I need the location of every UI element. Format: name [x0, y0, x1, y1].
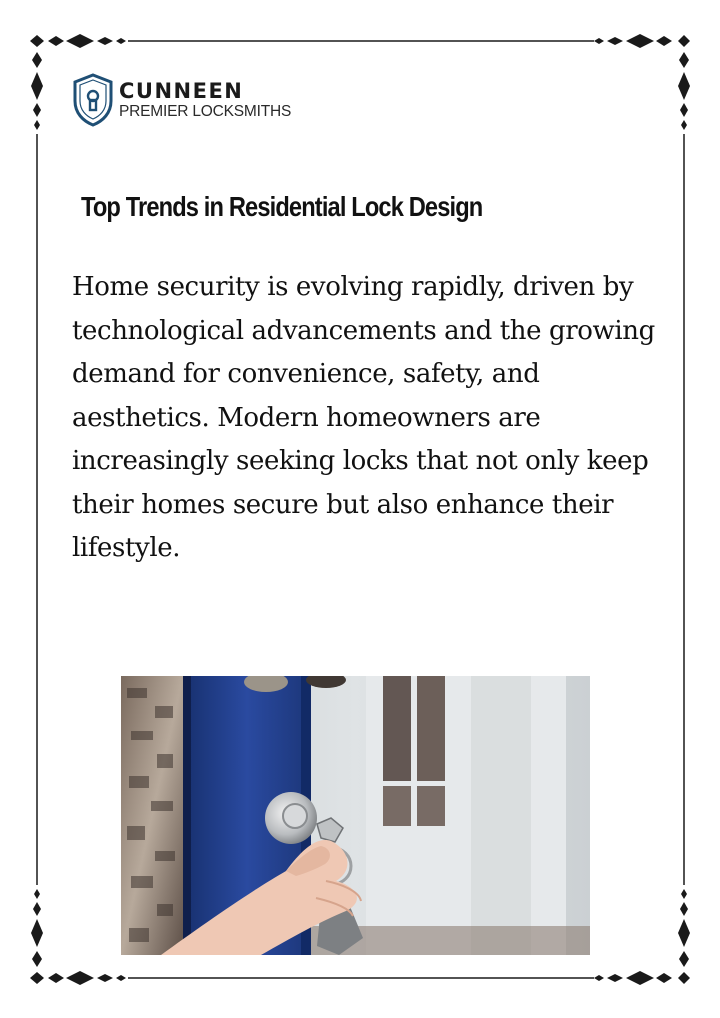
page-title: Top Trends in Residential Lock Design	[81, 191, 483, 222]
logo-tagline: PREMIER LOCKSMITHS	[119, 103, 292, 120]
company-logo	[73, 73, 291, 127]
door-lock-photo	[121, 676, 590, 955]
logo-brand-name: CUNNEEN	[119, 79, 244, 103]
shield-keyhole-icon	[73, 73, 113, 127]
body-paragraph: Home security is evolving rapidly, driven by technological advancements and the growing demand for convenience, safety, and aesthetics. Modern homeowners are increasingly seeking locks that not only keep their homes secure but also enhance their lifestyle.	[72, 272, 655, 563]
